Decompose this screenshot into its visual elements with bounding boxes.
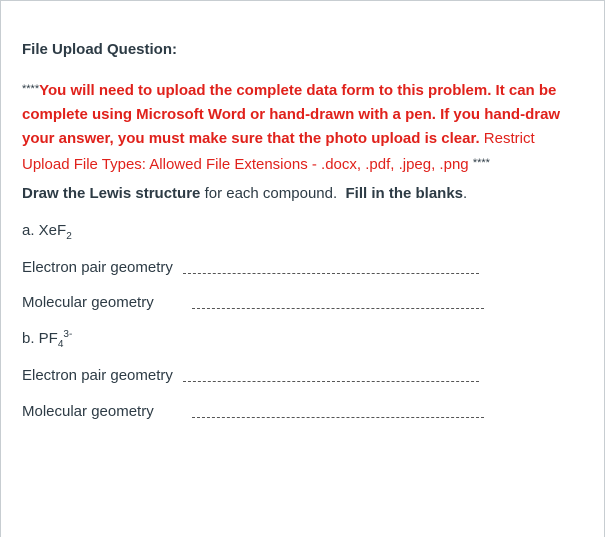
upload-notice	[22, 77, 582, 177]
electron-pair-label-b: Electron pair geometry	[22, 367, 173, 384]
compound-b-label	[22, 329, 72, 350]
compound-a-label	[22, 222, 72, 242]
molecular-blank-a[interactable]	[192, 308, 484, 309]
compound-a-subscript: 2	[66, 231, 72, 242]
compound-a-prefix: a. XeF	[22, 222, 67, 239]
instruction-part4: .	[463, 185, 468, 202]
molecular-label-a: Molecular geometry	[22, 294, 154, 311]
instruction-part3: Fill in the blanks	[345, 185, 464, 202]
electron-pair-blank-a[interactable]	[183, 273, 479, 274]
instruction-text	[22, 185, 467, 202]
notice-stars-prefix: ****	[22, 83, 40, 95]
notice-restrict-text: Restrict Upload File Types: Allowed File Extensions - .docx, .pdf, .jpeg, .png	[22, 130, 535, 173]
compound-b-prefix: b. PF	[22, 330, 58, 347]
instruction-part2: for each compound.	[204, 185, 338, 202]
compound-b-subscript: 4	[57, 339, 64, 350]
notice-stars-suffix: ****	[472, 157, 490, 169]
molecular-label-b: Molecular geometry	[22, 403, 154, 420]
notice-bold-text: You will need to upload the complete data form to this problem. It can be complete using Microsoft Word or hand-drawn with a pen. If you hand-draw your answer, you must make sure that the photo upload is clear.	[22, 82, 561, 147]
molecular-blank-b[interactable]	[192, 417, 484, 418]
electron-pair-blank-b[interactable]	[183, 381, 479, 382]
question-title: File Upload Question:	[22, 41, 178, 58]
electron-pair-label-a: Electron pair geometry	[22, 259, 173, 276]
compound-b-superscript: 3-	[63, 329, 73, 340]
instruction-part1: Draw the Lewis structure	[22, 185, 201, 202]
